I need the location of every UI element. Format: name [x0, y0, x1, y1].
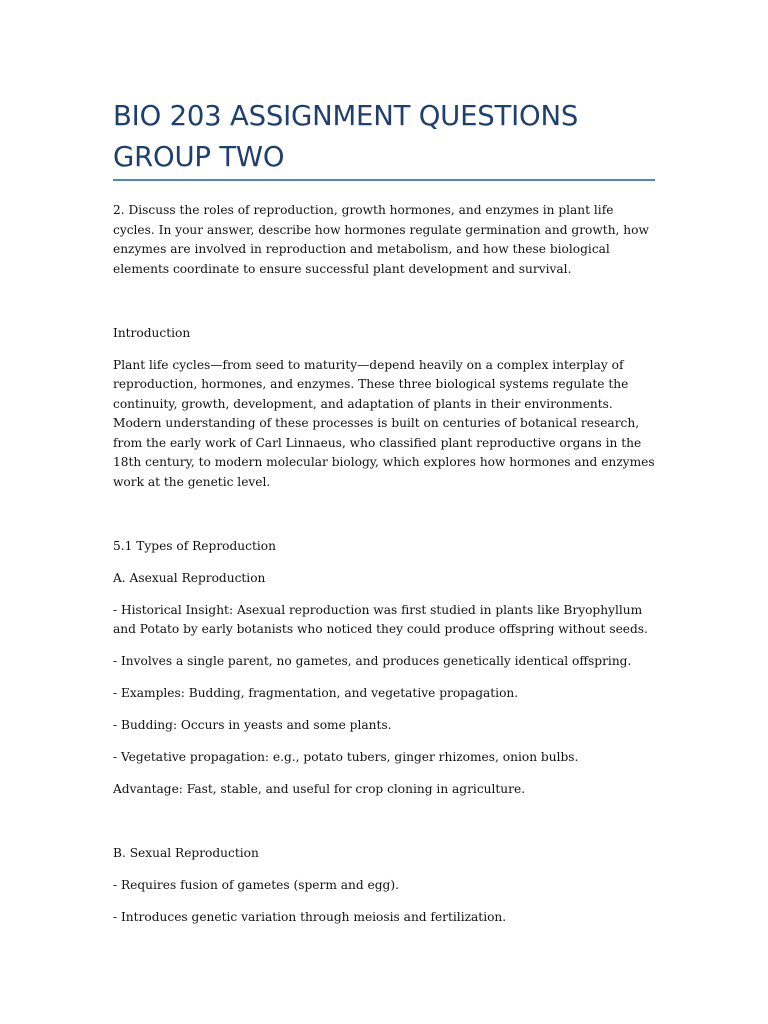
question-paragraph: 2. Discuss the roles of reproduction, growth hormones, and enzymes in plant life cycles. In your answer, describe how hormones regulate germination and growth, how enzymes are involved in reproduction and metabolism, and how these biological elements coordinate to ensure successful plant development and survival. [113, 203, 649, 276]
sexual-heading: B. Sexual Reproduction [113, 846, 259, 860]
asexual-point: - Involves a single parent, no gametes, and produces genetically identical offspring. [113, 654, 632, 668]
intro-heading: Introduction [113, 325, 191, 340]
sexual-point: - Requires fusion of gametes (sperm and egg). [113, 878, 399, 892]
asexual-advantage: Advantage: Fast, stable, and useful for crop cloning in agriculture. [113, 782, 526, 796]
title-divider [113, 179, 655, 181]
asexual-point: - Vegetative propagation: e.g., potato tubers, ginger rhizomes, onion bulbs. [113, 750, 579, 764]
sexual-point: - Introduces genetic variation through meiosis and fertilization. [113, 910, 507, 924]
page-title: BIO 203 ASSIGNMENT QUESTIONS GROUP TWO [113, 100, 579, 173]
section-heading: 5.1 Types of Reproduction [113, 538, 276, 553]
document-body [113, 201, 658, 940]
intro-paragraph: Plant life cycles—from seed to maturity—depend heavily on a complex interplay of reproduction, hormones, and enzymes. These three biological systems regulate the continuity, growth, development, and adaptation of plants in their environments. Modern understanding of these processes is built on centuries of botanical research, from the early work of Carl Linnaeus, who classified plant reproductive organs in the 18th century, to modern molecular biology, which explores how hormones and enzymes work at the genetic level. [113, 357, 655, 489]
asexual-point: - Budding: Occurs in yeasts and some plants. [113, 718, 392, 732]
asexual-point: - Examples: Budding, fragmentation, and vegetative propagation. [113, 686, 519, 700]
asexual-heading: A. Asexual Reproduction [113, 570, 266, 585]
asexual-point: - Historical Insight: Asexual reproduction was first studied in plants like Bryophyllum and Potato by early botanists who noticed they could produce offspring without seeds. [113, 602, 648, 636]
